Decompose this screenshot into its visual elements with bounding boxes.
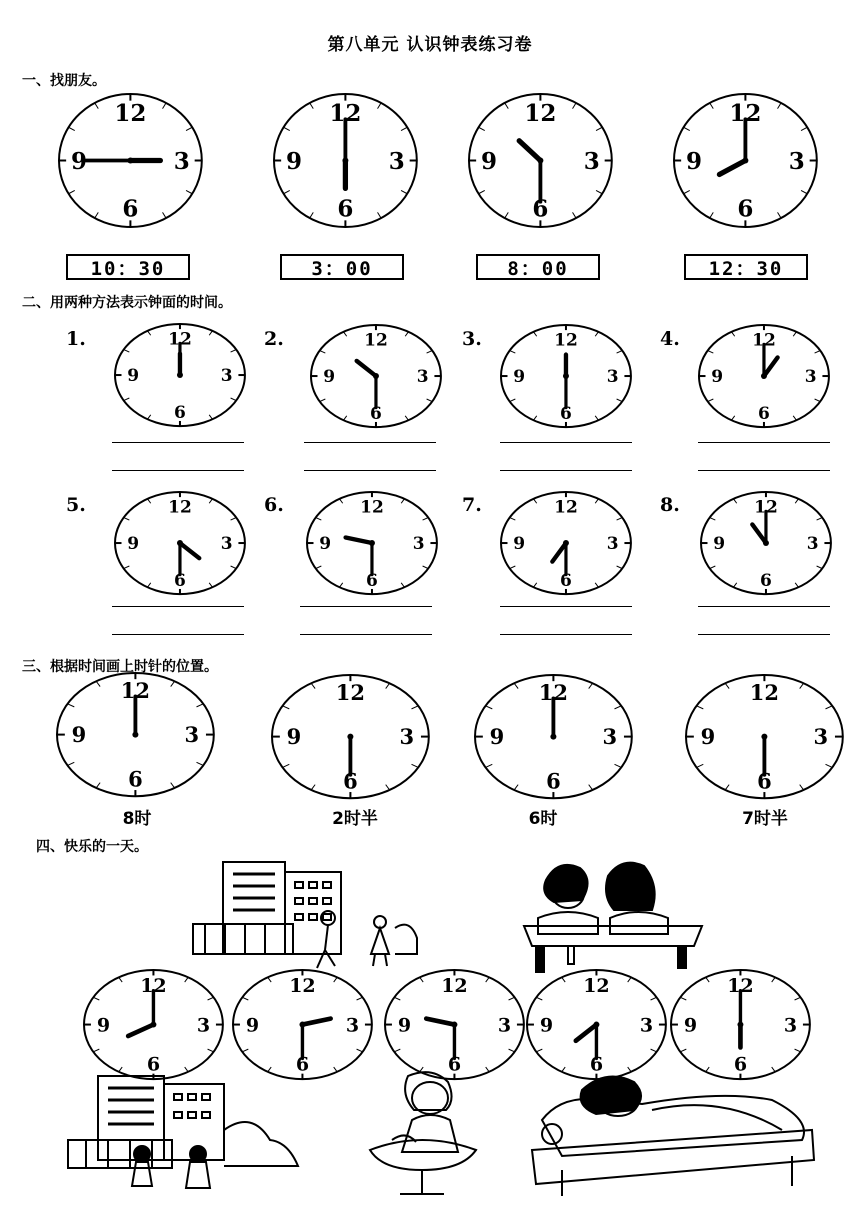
clock-numeral: 3 bbox=[416, 367, 429, 388]
clock-numeral: 12 bbox=[120, 678, 150, 704]
time-card[interactable]: 12：30 bbox=[684, 254, 808, 280]
clock-numeral: 3 bbox=[606, 367, 619, 388]
time-label: 7时半 bbox=[742, 809, 788, 829]
clock-numeral: 12 bbox=[582, 975, 610, 998]
clock-numeral: 9 bbox=[319, 534, 332, 555]
clock-numeral: 6 bbox=[121, 195, 139, 223]
question-number: 2. bbox=[264, 328, 284, 350]
clock-numeral: 9 bbox=[489, 724, 504, 750]
clock-center bbox=[177, 372, 183, 378]
clock-numeral: 6 bbox=[736, 195, 754, 223]
clock-numeral: 12 bbox=[328, 99, 362, 127]
hour-hand bbox=[180, 543, 199, 558]
hour-hand bbox=[128, 1025, 153, 1036]
school-scene-illustration bbox=[185, 858, 425, 973]
clock-numeral: 12 bbox=[538, 680, 568, 706]
clock-numeral: 3 bbox=[804, 367, 817, 388]
time-label: 6时 bbox=[528, 809, 558, 829]
answer-line[interactable] bbox=[112, 470, 244, 471]
clock-numeral: 3 bbox=[806, 534, 819, 555]
page-title: 第八单元 认识钟表练习卷 bbox=[327, 35, 533, 55]
time-label: 8时 bbox=[122, 809, 152, 829]
clock-numeral: 9 bbox=[323, 367, 336, 388]
clock-numeral: 3 bbox=[345, 1014, 359, 1037]
clock-numeral: 3 bbox=[639, 1014, 653, 1037]
clock-center bbox=[550, 734, 556, 740]
clock-center bbox=[451, 1022, 457, 1028]
hour-hand bbox=[357, 361, 376, 376]
clock-numeral: 6 bbox=[560, 570, 572, 591]
clock-numeral: 6 bbox=[733, 1054, 747, 1077]
clock-numeral: 6 bbox=[589, 1054, 603, 1077]
clock-numeral: 12 bbox=[113, 99, 147, 127]
clock-numeral: 3 bbox=[388, 147, 405, 175]
clock-numeral: 12 bbox=[139, 975, 167, 998]
clock-center bbox=[342, 157, 348, 163]
clock-center bbox=[761, 734, 767, 740]
hour-hand bbox=[575, 1025, 596, 1041]
clock-icon bbox=[229, 966, 376, 1083]
hour-hand bbox=[346, 537, 372, 543]
clock-icon bbox=[111, 320, 249, 430]
clock-center bbox=[742, 157, 748, 163]
hour-hand bbox=[764, 357, 778, 376]
clock-numeral: 9 bbox=[713, 534, 726, 555]
clock-numeral: 3 bbox=[220, 366, 233, 387]
hour-hand bbox=[302, 1019, 330, 1025]
clock-icon bbox=[697, 488, 835, 598]
clock-numeral: 9 bbox=[285, 147, 302, 175]
clock-numeral: 6 bbox=[174, 570, 186, 591]
clock-numeral: 3 bbox=[497, 1014, 511, 1037]
time-card[interactable]: 3：00 bbox=[280, 254, 404, 280]
answer-line[interactable] bbox=[698, 634, 830, 635]
time-card[interactable]: 8：00 bbox=[476, 254, 600, 280]
clock-numeral: 12 bbox=[364, 330, 388, 351]
clock-numeral: 12 bbox=[168, 497, 192, 518]
clock-numeral: 9 bbox=[513, 534, 526, 555]
answer-line[interactable] bbox=[698, 470, 830, 471]
question-number: 5. bbox=[66, 494, 86, 516]
answer-line[interactable] bbox=[112, 634, 244, 635]
clock-numeral: 9 bbox=[127, 366, 140, 387]
clock-icon bbox=[465, 90, 616, 231]
clock-numeral: 9 bbox=[127, 534, 140, 555]
clock-numeral: 9 bbox=[700, 724, 715, 750]
clock-numeral: 9 bbox=[70, 147, 87, 175]
clock-numeral: 3 bbox=[196, 1014, 210, 1037]
clock-center bbox=[369, 540, 375, 546]
section-1-heading: 一、找朋友。 bbox=[22, 73, 106, 89]
clock-numeral: 3 bbox=[583, 147, 600, 175]
section-4-heading: 四、快乐的一天。 bbox=[36, 839, 148, 855]
clock-numeral: 6 bbox=[447, 1054, 461, 1077]
study-desk-illustration bbox=[518, 856, 708, 976]
clock-icon bbox=[471, 671, 636, 802]
answer-line[interactable] bbox=[112, 442, 244, 443]
clock-numeral: 12 bbox=[726, 975, 754, 998]
answer-line[interactable] bbox=[112, 606, 244, 607]
clock-numeral: 3 bbox=[173, 147, 190, 175]
clock-icon bbox=[303, 488, 441, 598]
clock-icon bbox=[270, 90, 421, 231]
clock-numeral: 6 bbox=[758, 403, 770, 424]
clock-center bbox=[593, 1022, 599, 1028]
answer-line[interactable] bbox=[500, 634, 632, 635]
clock-icon bbox=[80, 966, 227, 1083]
clock-icon bbox=[111, 488, 249, 598]
answer-line[interactable] bbox=[500, 442, 632, 443]
clock-numeral: 6 bbox=[760, 570, 772, 591]
answer-line[interactable] bbox=[300, 634, 432, 635]
section-3-heading: 三、根据时间画上时针的位置。 bbox=[22, 659, 218, 675]
clock-center bbox=[537, 157, 543, 163]
clock-center bbox=[299, 1022, 305, 1028]
clock-center bbox=[127, 157, 133, 163]
question-number: 4. bbox=[660, 328, 680, 350]
clock-numeral: 12 bbox=[168, 329, 192, 350]
question-number: 7. bbox=[462, 494, 482, 516]
time-card[interactable]: 10：30 bbox=[66, 254, 190, 280]
clock-numeral: 12 bbox=[440, 975, 468, 998]
clock-center bbox=[150, 1022, 156, 1028]
clock-icon bbox=[695, 321, 833, 431]
clock-numeral: 3 bbox=[602, 724, 617, 750]
clock-numeral: 9 bbox=[513, 367, 526, 388]
question-number: 8. bbox=[660, 494, 680, 516]
clock-icon bbox=[268, 671, 433, 802]
clock-numeral: 12 bbox=[752, 330, 776, 351]
clock-numeral: 3 bbox=[783, 1014, 797, 1037]
clock-numeral: 3 bbox=[220, 534, 233, 555]
clock-numeral: 12 bbox=[360, 497, 384, 518]
clock-numeral: 6 bbox=[370, 403, 382, 424]
clock-center bbox=[347, 734, 353, 740]
clock-center bbox=[177, 540, 183, 546]
clock-numeral: 6 bbox=[342, 768, 358, 794]
question-number: 6. bbox=[264, 494, 284, 516]
clock-numeral: 3 bbox=[412, 534, 425, 555]
clock-center bbox=[763, 540, 769, 546]
clock-numeral: 6 bbox=[366, 570, 378, 591]
answer-line[interactable] bbox=[500, 470, 632, 471]
clock-numeral: 9 bbox=[685, 147, 702, 175]
going-home-illustration bbox=[62, 1070, 302, 1198]
answer-line[interactable] bbox=[698, 606, 830, 607]
clock-numeral: 3 bbox=[813, 724, 828, 750]
clock-numeral: 6 bbox=[146, 1054, 160, 1077]
clock-icon bbox=[497, 488, 635, 598]
clock-numeral: 6 bbox=[127, 766, 143, 792]
clock-numeral: 12 bbox=[754, 497, 778, 518]
clock-center bbox=[373, 373, 379, 379]
time-label: 2时半 bbox=[332, 809, 378, 829]
clock-center bbox=[563, 540, 569, 546]
clock-numeral: 6 bbox=[756, 768, 772, 794]
clock-numeral: 12 bbox=[288, 975, 316, 998]
clock-numeral: 9 bbox=[539, 1014, 553, 1037]
clock-numeral: 9 bbox=[397, 1014, 411, 1037]
clock-numeral: 3 bbox=[788, 147, 805, 175]
clock-icon bbox=[307, 321, 445, 431]
clock-center bbox=[737, 1022, 743, 1028]
clock-numeral: 3 bbox=[606, 534, 619, 555]
question-number: 1. bbox=[66, 328, 86, 350]
clock-icon bbox=[381, 966, 528, 1083]
clock-numeral: 6 bbox=[531, 195, 549, 223]
clock-numeral: 6 bbox=[295, 1054, 309, 1077]
section-2-heading: 二、用两种方法表示钟面的时间。 bbox=[22, 295, 232, 311]
clock-numeral: 6 bbox=[336, 195, 354, 223]
clock-numeral: 12 bbox=[749, 680, 779, 706]
clock-numeral: 9 bbox=[245, 1014, 259, 1037]
clock-icon bbox=[55, 90, 206, 231]
clock-center bbox=[563, 373, 569, 379]
sleeping-illustration bbox=[522, 1060, 822, 1200]
answer-line[interactable] bbox=[500, 606, 632, 607]
hour-hand bbox=[719, 160, 745, 174]
clock-numeral: 6 bbox=[560, 403, 572, 424]
clock-numeral: 3 bbox=[184, 722, 199, 748]
clock-numeral: 12 bbox=[523, 99, 557, 127]
clock-center bbox=[761, 373, 767, 379]
question-number: 3. bbox=[462, 328, 482, 350]
clock-numeral: 9 bbox=[683, 1014, 697, 1037]
hour-hand bbox=[752, 524, 766, 543]
clock-icon bbox=[497, 321, 635, 431]
answer-line[interactable] bbox=[698, 442, 830, 443]
hour-hand bbox=[552, 543, 566, 562]
clock-numeral: 9 bbox=[96, 1014, 110, 1037]
clock-numeral: 12 bbox=[554, 497, 578, 518]
clock-numeral: 12 bbox=[554, 330, 578, 351]
clock-icon bbox=[682, 671, 847, 802]
clock-numeral: 6 bbox=[174, 402, 186, 423]
clock-numeral: 9 bbox=[711, 367, 724, 388]
clock-numeral: 12 bbox=[335, 680, 365, 706]
clock-numeral: 6 bbox=[545, 768, 561, 794]
clock-center bbox=[132, 732, 138, 738]
eating-illustration bbox=[352, 1070, 492, 1200]
hour-hand bbox=[519, 140, 540, 160]
clock-numeral: 9 bbox=[480, 147, 497, 175]
answer-line[interactable] bbox=[300, 606, 432, 607]
clock-numeral: 3 bbox=[399, 724, 414, 750]
clock-icon bbox=[53, 669, 218, 800]
answer-line[interactable] bbox=[304, 470, 436, 471]
answer-line[interactable] bbox=[304, 442, 436, 443]
clock-numeral: 9 bbox=[286, 724, 301, 750]
clock-icon bbox=[670, 90, 821, 231]
clock-numeral: 9 bbox=[71, 722, 86, 748]
hour-hand bbox=[426, 1019, 454, 1025]
clock-numeral: 12 bbox=[728, 99, 762, 127]
